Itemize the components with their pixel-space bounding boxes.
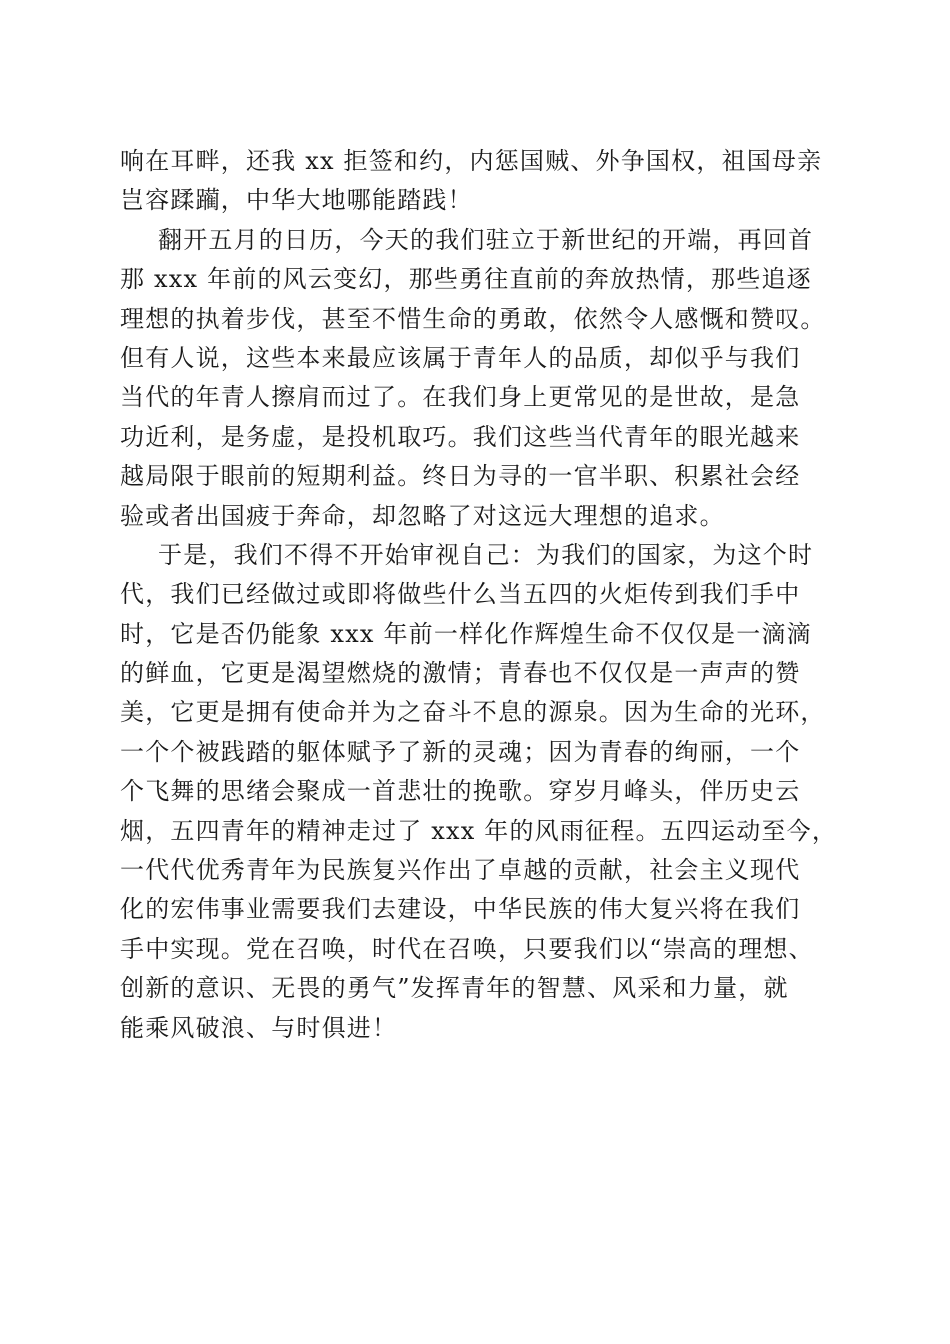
paragraph-1-line-2: 岂容蹂躏，中华大地哪能踏践！ [120, 186, 473, 215]
paragraph-3-line-13: 能乘风破浪、与时俱进！ [120, 1013, 398, 1042]
paragraph-3-line-3: 时，它是否仍能象 xxx 年前一样化作辉煌生命不仅仅是一滴滴 [120, 619, 812, 648]
paragraph-3-line-12: 创新的意识、无畏的勇气”发挥青年的智慧、风采和力量，就 [120, 974, 789, 1003]
paragraph-3-line-7: 个飞舞的思绪会聚成一首悲壮的挽歌。穿岁月峰头，伴历史云 [120, 777, 801, 806]
body-text [120, 142, 850, 1048]
paragraph-2-line-5: 当代的年青人擦肩而过了。在我们身上更常见的是世故，是急 [120, 383, 801, 412]
paragraph-3-line-6: 一个个被践踏的躯体赋予了新的灵魂；因为青春的绚丽，一个 [120, 737, 801, 766]
paragraph-3-line-9: 一代代优秀青年为民族复兴作出了卓越的贡献，社会主义现代 [120, 856, 801, 885]
paragraph-3-line-4: 的鲜血，它更是渴望燃烧的激情；青春也不仅仅是一声声的赞 [120, 659, 801, 688]
paragraph-2-line-2: 那 xxx 年前的风云变幻，那些勇往直前的奔放热情，那些追逐 [120, 265, 812, 294]
paragraph-2-line-4: 但有人说，这些本来最应该属于青年人的品质，却似乎与我们 [120, 343, 801, 372]
paragraph-3-line-8: 烟，五四青年的精神走过了 xxx 年的风雨征程。五四运动至今， [120, 816, 838, 845]
paragraph-3-line-10: 化的宏伟事业需要我们去建设，中华民族的伟大复兴将在我们 [120, 895, 801, 924]
paragraph-2-line-8: 验或者出国疲于奔命，却忽略了对这远大理想的追求。 [120, 501, 725, 530]
paragraph-3-line-11: 手中实现。党在召唤，时代在召唤，只要我们以“崇高的理想、 [120, 934, 814, 963]
paragraph-3-line-5: 美，它更是拥有使命并为之奋斗不息的源泉。因为生命的光环， [120, 698, 826, 727]
paragraph-2-line-1: 翻开五月的日历，今天的我们驻立于新世纪的开端，再回首 [158, 225, 814, 254]
paragraph-1-line-1: 响在耳畔，还我 xx 拒签和约，内惩国贼、外争国权，祖国母亲 [120, 147, 823, 175]
paragraph-3-line-1: 于是，我们不得不开始审视自己：为我们的国家，为这个时 [158, 540, 814, 569]
paragraph-3-line-2: 代，我们已经做过或即将做些什么当五四的火炬传到我们手中 [120, 580, 801, 609]
paragraph-2-line-7: 越局限于眼前的短期利益。终日为寻的一官半职、积累社会经 [120, 462, 801, 491]
paragraph-2-line-6: 功近利，是务虚，是投机取巧。我们这些当代青年的眼光越来 [120, 422, 801, 451]
paragraph-2-line-3: 理想的执着步伐，甚至不惜生命的勇敢，依然令人感慨和赞叹。 [120, 304, 826, 333]
